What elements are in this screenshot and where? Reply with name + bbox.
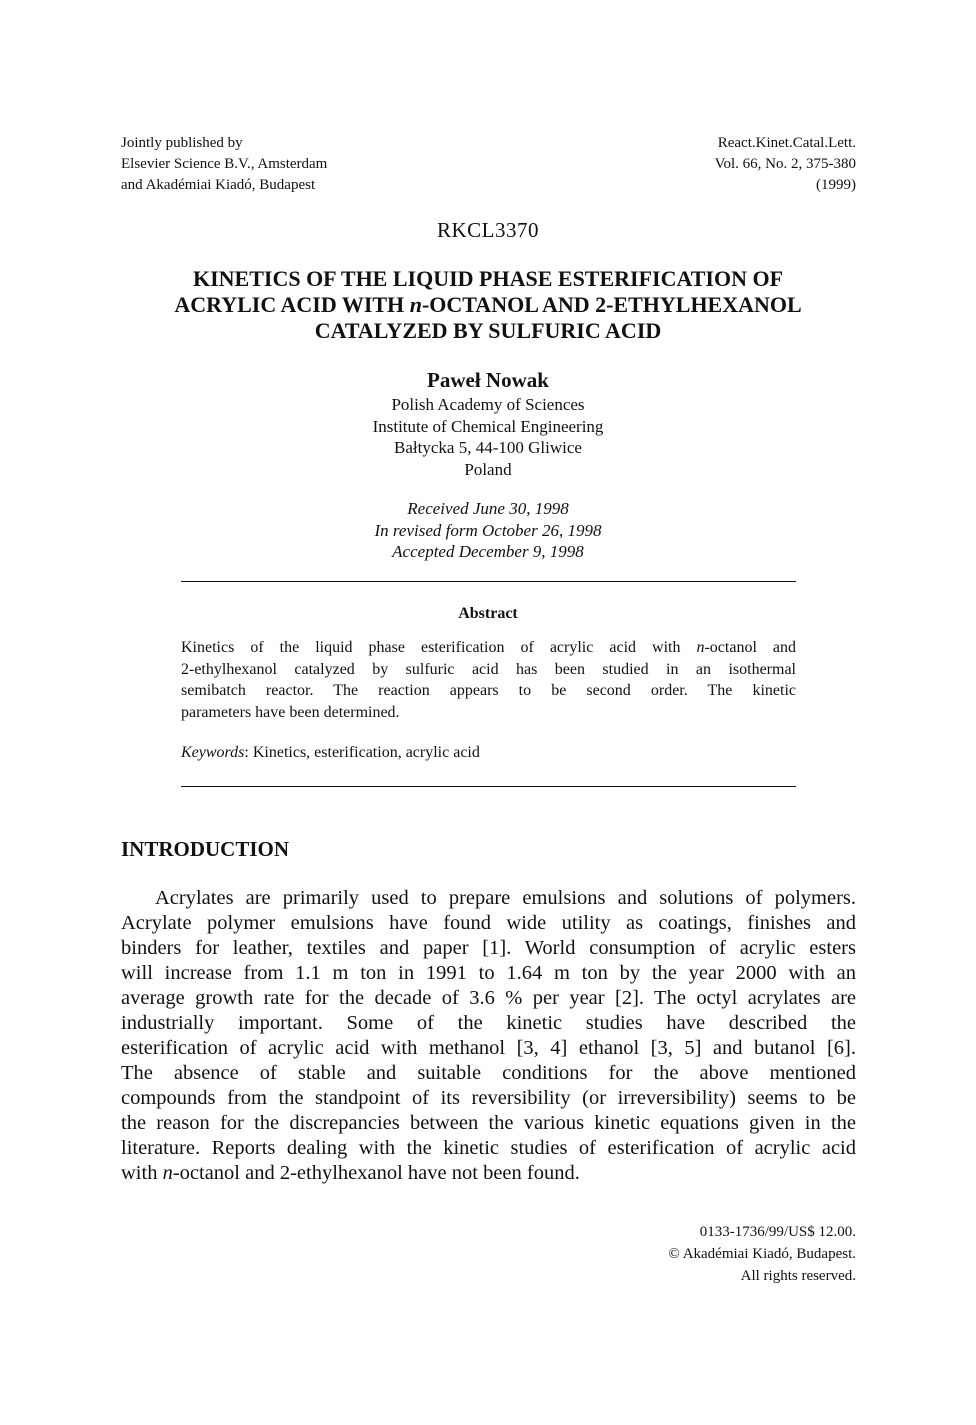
abstract-top-rule [181, 581, 796, 582]
paragraph-line: binders for leather, textiles and paper [1]. World consumption of acrylic esters [121, 937, 856, 959]
abstract-text-run: -octanol and [704, 639, 796, 656]
paragraph-line: Acrylate polymer emulsions have found wide utility as coatings, finishes and [121, 912, 856, 934]
journal-name: React.Kinet.Catal.Lett. [717, 135, 856, 151]
rights-reserved: All rights reserved. [740, 1268, 856, 1284]
paragraph-line: compounds from the standpoint of its reversibility (or irreversibility) seems to be [121, 1087, 856, 1109]
copyright-holder: © Akadémiai Kiadó, Budapest. [668, 1246, 856, 1262]
abstract-bottom-rule [181, 786, 796, 787]
title-line: CATALYZED BY SULFURIC ACID [314, 318, 662, 343]
title-text: ACRYLIC ACID WITH [174, 292, 410, 317]
revised-date: In revised form October 26, 1998 [374, 520, 602, 540]
keywords [181, 744, 796, 762]
paragraph-line [121, 1161, 856, 1186]
journal-year: (1999) [816, 177, 856, 193]
publisher-line: and Akadémiai Kiadó, Budapest [121, 177, 316, 193]
received-date: Received June 30, 1998 [407, 499, 569, 518]
article-code: RKCL3370 [436, 218, 539, 242]
publisher-line: Jointly published by [121, 135, 243, 151]
paragraph-line: the reason for the discrepancies between the various kinetic equations given in the [121, 1112, 856, 1134]
title-italic-n: n [409, 292, 422, 317]
paragraph-line: Acrylates are primarily used to prepare emulsions and solutions of polymers. [155, 887, 856, 909]
title-text: -OCTANOL AND 2-ETHYLHEXANOL [421, 292, 802, 317]
history-dates [0, 498, 976, 563]
affiliation-line: Polish Academy of Sciences [391, 395, 585, 414]
paragraph-line: literature. Reports dealing with the kinetic studies of esterification of acrylic acid [121, 1137, 856, 1159]
paragraph-italic-n: n [162, 1162, 173, 1184]
paragraph-text: with [121, 1162, 163, 1184]
abstract-line: 2-ethylhexanol catalyzed by sulfuric acid has been studied in an isothermal [181, 660, 796, 678]
abstract-heading: Abstract [458, 605, 518, 622]
title-line [120, 292, 856, 318]
article-title [120, 266, 856, 344]
issn-price: 0133-1736/99/US$ 12.00. [699, 1224, 856, 1240]
author-name: Paweł Nowak [427, 368, 549, 392]
journal-volume: Vol. 66, No. 2, 375-380 [714, 156, 856, 172]
publisher-info [121, 133, 421, 196]
copyright-notice [560, 1221, 856, 1287]
paragraph-text: -octanol and 2-ethylhexanol have not been found. [172, 1162, 580, 1184]
affiliation-line: Bałtycka 5, 44-100 Gliwice [394, 438, 582, 457]
keywords-text: : Kinetics, esterification, acrylic acid [244, 744, 480, 761]
paragraph-line: esterification of acrylic acid with methanol [3, 4] ethanol [3, 5] and butanol [6]. [121, 1037, 856, 1059]
title-line: KINETICS OF THE LIQUID PHASE ESTERIFICATION OF [192, 266, 784, 291]
keywords-label: Keywords [181, 744, 245, 761]
journal-info [600, 133, 856, 196]
section-heading-introduction: INTRODUCTION [121, 837, 290, 861]
accepted-date: Accepted December 9, 1998 [392, 542, 584, 561]
abstract-line: parameters have been determined. [181, 704, 400, 722]
affiliation [0, 394, 976, 480]
paragraph-line: The absence of stable and suitable conditions for the above mentioned [121, 1062, 856, 1084]
abstract-text-run: Kinetics of the liquid phase esterification of acrylic acid with [181, 639, 697, 656]
paragraph-line: industrially important. Some of the kinetic studies have described the [121, 1012, 856, 1034]
abstract-line [181, 637, 796, 659]
abstract-text [181, 637, 796, 724]
publisher-line: Elsevier Science B.V., Amsterdam [121, 156, 328, 172]
paragraph-line: average growth rate for the decade of 3.6 % per year [2]. The octyl acrylates are [121, 987, 856, 1009]
introduction-paragraph [121, 886, 856, 1186]
abstract-italic-n: n [696, 639, 705, 656]
paragraph-line: will increase from 1.1 m ton in 1991 to 1.64 m ton by the year 2000 with an [121, 962, 856, 984]
affiliation-line: Poland [464, 459, 512, 479]
affiliation-line: Institute of Chemical Engineering [372, 416, 604, 436]
abstract-line: semibatch reactor. The reaction appears to be second order. The kinetic [181, 682, 796, 700]
